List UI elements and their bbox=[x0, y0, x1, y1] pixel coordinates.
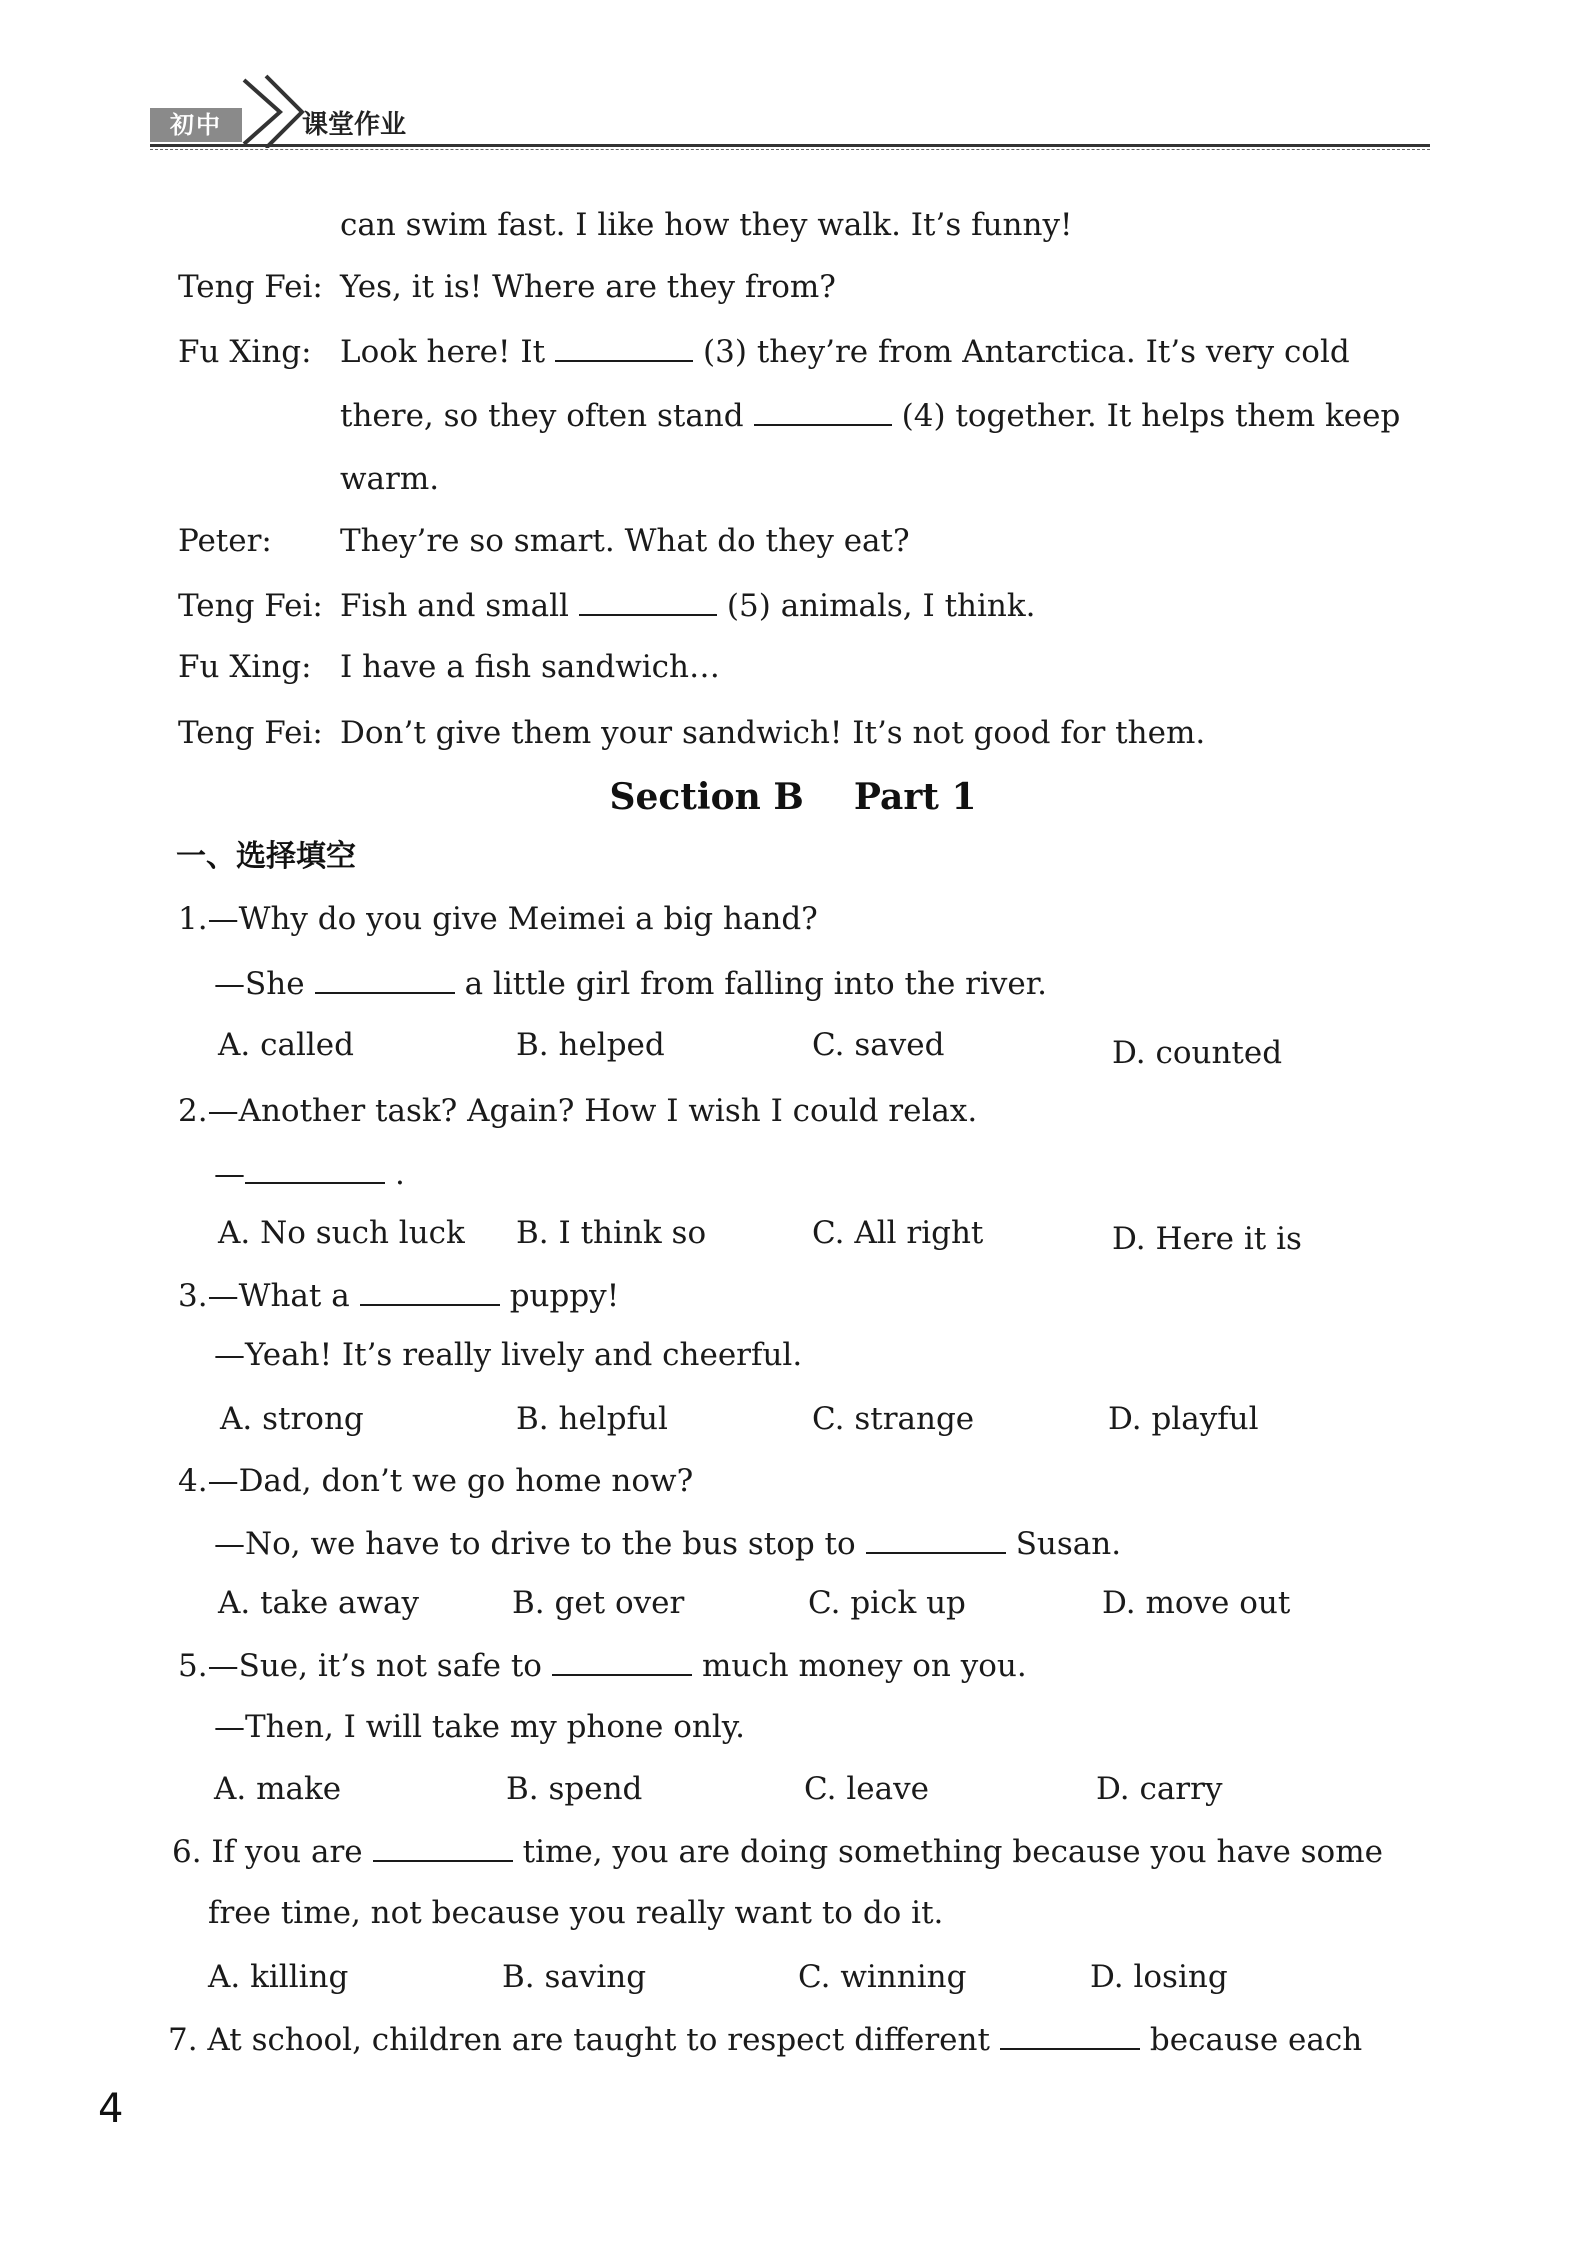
option-d[interactable]: D. Here it is bbox=[1112, 1221, 1302, 1257]
question-reply: —She a little girl from falling into the river. bbox=[214, 962, 1047, 1005]
dialogue-line: warm. bbox=[340, 461, 440, 497]
question-stem: 4.—Dad, don’t we go home now? bbox=[178, 1463, 694, 1499]
option-b[interactable]: B. helped bbox=[516, 1027, 665, 1063]
header-rule-dashed bbox=[150, 149, 1430, 150]
option-d[interactable]: D. carry bbox=[1096, 1771, 1223, 1807]
option-c[interactable]: C. All right bbox=[812, 1215, 984, 1251]
option-a[interactable]: A. killing bbox=[208, 1959, 349, 1995]
answer-blank[interactable] bbox=[373, 1830, 513, 1862]
option-c[interactable]: C. saved bbox=[812, 1027, 945, 1063]
question-stem: 1.—Why do you give Meimei a big hand? bbox=[178, 901, 818, 937]
question-stem: 2.—Another task? Again? How I wish I could relax. bbox=[178, 1093, 978, 1129]
question-stem-continued: free time, not because you really want to do it. bbox=[208, 1895, 944, 1931]
answer-blank[interactable] bbox=[1000, 2018, 1140, 2050]
question-reply: — . bbox=[214, 1152, 405, 1195]
speaker-label: Fu Xing: bbox=[178, 649, 312, 685]
dialogue-line: Fu Xing: I have a fish sandwich… bbox=[178, 646, 720, 688]
answer-blank[interactable] bbox=[315, 962, 455, 994]
section-title: Section B Part 1 bbox=[609, 776, 977, 818]
question-reply: —No, we have to drive to the bus stop to Susan. bbox=[214, 1522, 1121, 1565]
option-c[interactable]: C. leave bbox=[804, 1771, 929, 1807]
answer-blank[interactable] bbox=[555, 330, 693, 362]
option-d[interactable]: D. counted bbox=[1112, 1035, 1283, 1071]
header-rule bbox=[150, 144, 1430, 147]
question-reply: —Then, I will take my phone only. bbox=[214, 1709, 746, 1745]
dialogue-line: can swim fast. I like how they walk. It’s funny! bbox=[340, 207, 1073, 243]
dialogue-line: there, so they often stand (4) together. It helps them keep bbox=[340, 394, 1400, 437]
option-c[interactable]: C. winning bbox=[798, 1959, 967, 1995]
option-d[interactable]: D. move out bbox=[1102, 1585, 1291, 1621]
speaker-label: Fu Xing: bbox=[178, 334, 312, 370]
option-b[interactable]: B. I think so bbox=[516, 1215, 707, 1251]
option-c[interactable]: C. strange bbox=[812, 1401, 975, 1437]
question-stem: 5.—Sue, it’s not safe to much money on you. bbox=[178, 1644, 1027, 1687]
option-a[interactable]: A. strong bbox=[220, 1401, 364, 1437]
answer-blank[interactable] bbox=[552, 1644, 692, 1676]
option-a[interactable]: A. called bbox=[218, 1027, 354, 1063]
option-b[interactable]: B. saving bbox=[502, 1959, 647, 1995]
question-stem: 7. At school, children are taught to respect different because each bbox=[168, 2018, 1362, 2061]
option-c[interactable]: C. pick up bbox=[808, 1585, 966, 1621]
speaker-label: Peter: bbox=[178, 523, 272, 559]
option-b[interactable]: B. helpful bbox=[516, 1401, 668, 1437]
question-stem: 6. If you are time, you are doing something because you have some bbox=[172, 1830, 1383, 1873]
page-header bbox=[150, 72, 1430, 152]
dialogue-line: Peter: They’re so smart. What do they eat? bbox=[178, 520, 910, 562]
answer-blank[interactable] bbox=[360, 1274, 500, 1306]
option-a[interactable]: A. No such luck bbox=[218, 1215, 465, 1251]
dialogue-line: Teng Fei: Fish and small (5) animals, I think. bbox=[178, 584, 1036, 627]
dialogue-line: Teng Fei: Don’t give them your sandwich! It’s not good for them. bbox=[178, 712, 1205, 754]
question-stem: 3.—What a puppy! bbox=[178, 1274, 619, 1317]
speaker-label: Teng Fei: bbox=[178, 715, 323, 751]
option-b[interactable]: B. get over bbox=[512, 1585, 685, 1621]
answer-blank[interactable] bbox=[579, 584, 717, 616]
page-number: 4 bbox=[98, 2086, 124, 2132]
option-b[interactable]: B. spend bbox=[506, 1771, 643, 1807]
header-title: 课堂作业 bbox=[302, 110, 407, 140]
speaker-label: Teng Fei: bbox=[178, 588, 323, 624]
header-tag: 初中 bbox=[150, 108, 242, 142]
option-a[interactable]: A. make bbox=[214, 1771, 342, 1807]
part-heading: 一、选择填空 bbox=[176, 839, 356, 874]
option-d[interactable]: D. playful bbox=[1108, 1401, 1259, 1437]
answer-blank[interactable] bbox=[245, 1152, 385, 1184]
question-reply: —Yeah! It’s really lively and cheerful. bbox=[214, 1337, 803, 1373]
option-a[interactable]: A. take away bbox=[218, 1585, 420, 1621]
speaker-label: Teng Fei: bbox=[178, 269, 323, 305]
dialogue-line: Fu Xing: Look here! It (3) they’re from Antarctica. It’s very cold bbox=[178, 330, 1350, 373]
answer-blank[interactable] bbox=[754, 394, 892, 426]
answer-blank[interactable] bbox=[866, 1522, 1006, 1554]
option-d[interactable]: D. losing bbox=[1090, 1959, 1228, 1995]
dialogue-line: Teng Fei: Yes, it is! Where are they from? bbox=[178, 266, 836, 308]
